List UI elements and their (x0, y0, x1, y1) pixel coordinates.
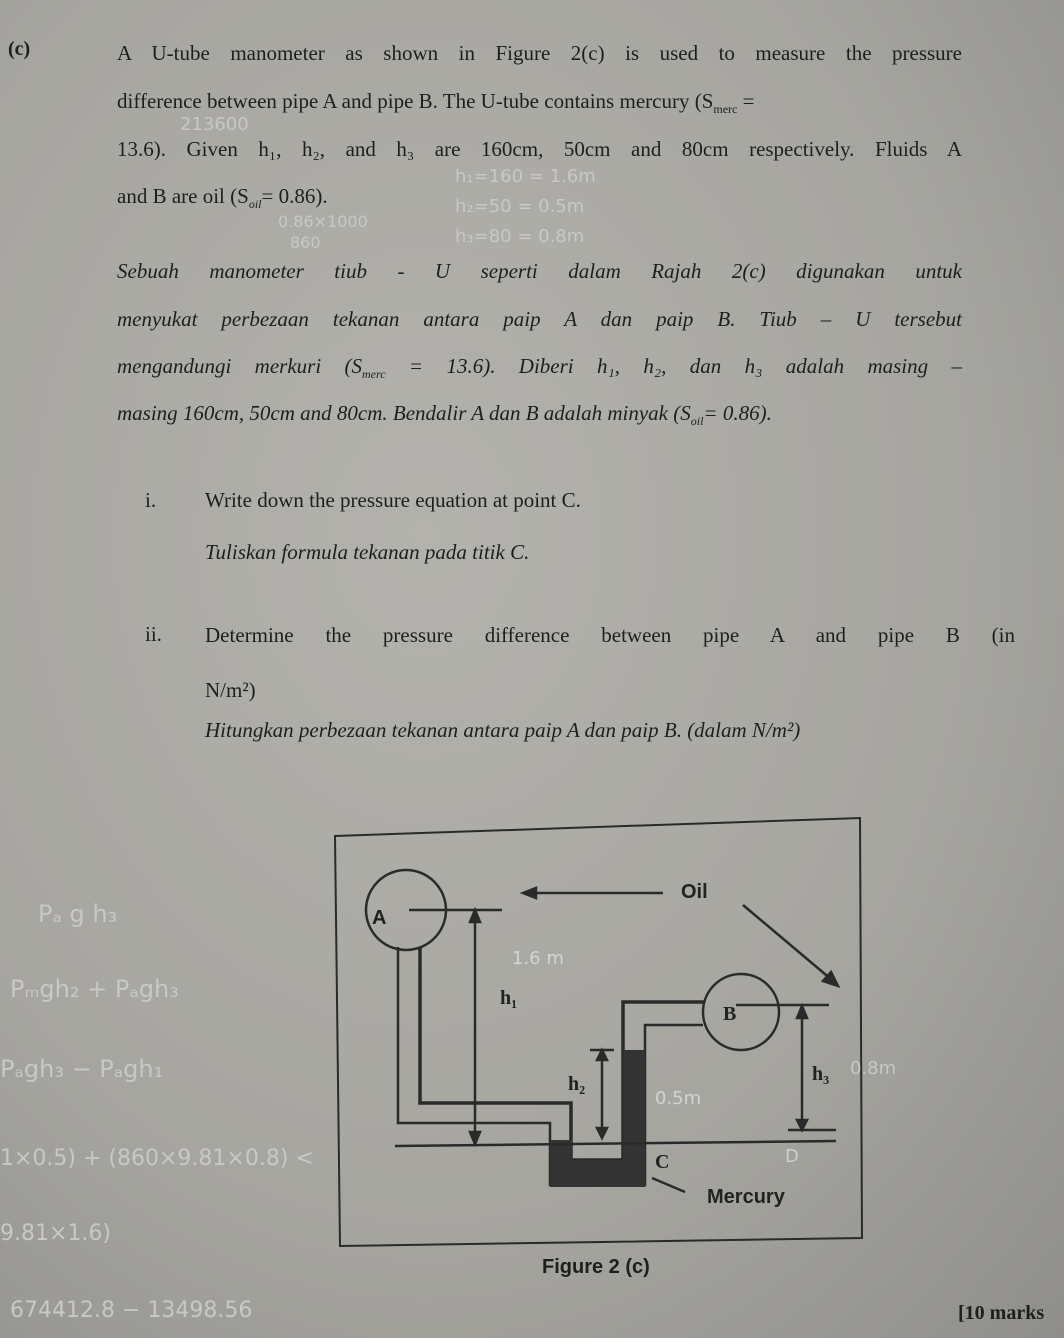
part-i-malay: Tuliskan formula tekanan pada titik C. (205, 540, 530, 564)
handwritten-note: h₂=50 = 0.5m (455, 196, 585, 217)
handwritten-note: h₃=80 = 0.8m (455, 226, 585, 247)
h3-arrowhead (797, 1006, 807, 1018)
h1-arrowhead (470, 910, 480, 922)
h3-arrowhead (797, 1120, 807, 1130)
english-line-4-text: and B are oil (S (117, 184, 249, 208)
label-h1: h₁ (500, 987, 518, 1009)
mercury-right (623, 1050, 645, 1187)
malay-line-4-end: = 0.86). (703, 401, 772, 425)
equals: = (742, 89, 755, 113)
label-d: D (785, 1146, 799, 1167)
part-ii-english: Determine the pressure difference between pipe A and pipe B (in (205, 623, 1015, 647)
part-i-english: Write down the pressure equation at point C. (205, 488, 581, 512)
part-ii-number: ii. (145, 622, 162, 646)
subscript-merc-malay: merc (362, 367, 386, 382)
h2-arrowhead (597, 1128, 607, 1138)
question-label: (c) (8, 38, 31, 60)
handwritten-note: Pₘgh₂ + Pₐgh₃ (10, 975, 179, 1003)
mercury-pointer (652, 1178, 685, 1192)
handwritten-note: Pₐgh₃ − Pₐgh₁ (0, 1055, 164, 1083)
marks-label: [10 marks (958, 1302, 1045, 1324)
part-ii-english-unit: N/m²) (205, 678, 256, 702)
subscript-oil-malay: oil (690, 414, 704, 429)
handwritten-note: 0.86×1000 (278, 212, 368, 231)
label-a: A (372, 907, 387, 929)
tube-left-inner (420, 947, 705, 1160)
part-ii-malay: Hitungkan perbezaan tekanan antara paip A dan paip B. (dalam N/m²) (205, 718, 801, 742)
datum-line (395, 1141, 836, 1146)
oil-arrowhead-left (523, 888, 536, 898)
handwritten-note: 9.81×1.6) (0, 1221, 111, 1246)
malay-line-4-text: masing 160cm, 50cm and 80cm. Bendalir A dan B adalah minyak (S (117, 401, 691, 425)
handwritten-note: 674412.8 − 13498.56 (10, 1298, 253, 1323)
label-c: C (655, 1151, 670, 1173)
label-h2: h₂ (568, 1073, 586, 1095)
subscript-merc: merc (713, 102, 738, 117)
handwritten-note: h₁=160 = 1.6m (455, 166, 596, 187)
h1-arrowhead (470, 1132, 480, 1144)
part-i-number: i. (145, 488, 157, 512)
english-line-2-text: difference between pipe A and pipe B. The U-tube contains mercury (S (117, 89, 714, 113)
handwritten-note: 213600 (180, 114, 249, 135)
handwritten-note: 1×0.5) + (860×9.81×0.8) < (0, 1146, 314, 1171)
label-oil: Oil (681, 881, 708, 903)
english-line-3: 13.6). Given h₁, h₂, and h₃ are 160cm, 50cm and 80cm respectively. Fluids A (117, 137, 962, 161)
label-h3: h₃ (812, 1063, 830, 1085)
label-mercury: Mercury (707, 1186, 785, 1208)
english-line-4-end: = 0.86). (261, 184, 328, 208)
h2-arrowhead (597, 1050, 607, 1060)
figure-caption: Figure 2 (c) (542, 1256, 650, 1278)
label-b: B (723, 1003, 737, 1025)
malay-line-3-end: = 13.6). Diberi h₁, h₂, dan h₃ adalah masing – (408, 354, 962, 378)
subscript-oil: oil (248, 197, 262, 212)
handwritten-note: 1.6 m (512, 948, 564, 969)
oil-arrow-diagonal (743, 905, 832, 980)
handwritten-note: 860 (290, 233, 321, 252)
malay-line-3-text: mengandungi merkuri (S (117, 354, 363, 378)
handwritten-note: Pₐ g h₃ (38, 900, 118, 928)
handwritten-note: 0.5m (655, 1088, 702, 1109)
handwritten-note: 0.8m (850, 1058, 897, 1079)
malay-line-1: Sebuah manometer tiub - U seperti dalam Rajah 2(c) digunakan untuk (117, 259, 962, 283)
english-line-1: A U-tube manometer as shown in Figure 2(c) is used to measure the pressure (117, 41, 962, 65)
pipe-b (703, 974, 779, 1050)
malay-line-2: menyukat perbezaan tekanan antara paip A dan paip B. Tiub – U tersebut (117, 307, 962, 331)
